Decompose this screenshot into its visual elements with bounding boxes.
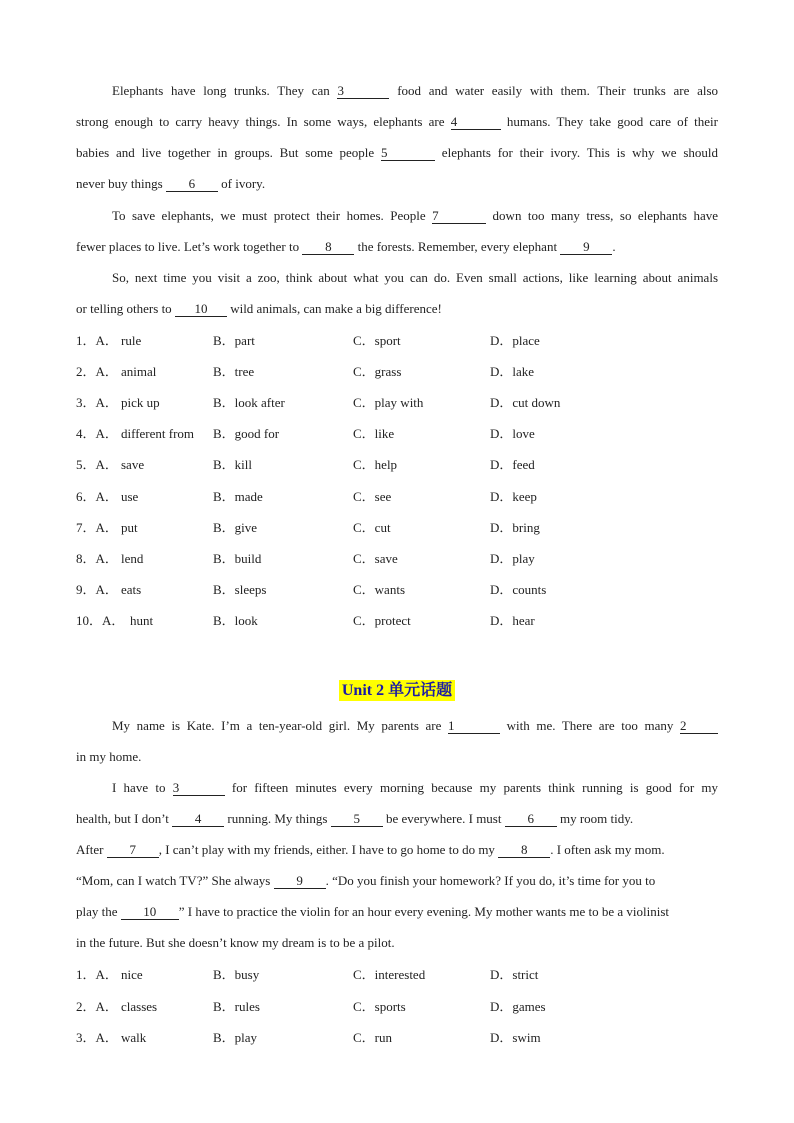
option-b: B．look (213, 612, 258, 628)
text-line: babies and live together in groups. But some people 5 elephants for their ivory. This is why we should (76, 145, 718, 160)
option-c: C．save (353, 550, 398, 566)
text-line: fewer places to live. Let’s work together to 8 the forests. Remember, every elephant 9 . (76, 239, 616, 254)
question-number: 6．A． (76, 488, 118, 504)
option-d: D．keep (490, 488, 537, 504)
text-line: in my home. (76, 749, 142, 764)
question-number: 2．A． (76, 364, 118, 380)
answer-blank: 5 (381, 146, 435, 161)
unit-title-text: Unit 2 单元话题 (339, 680, 455, 701)
option-c: C．grass (353, 364, 402, 380)
option-a: different from (121, 426, 195, 442)
option-a: nice (121, 967, 143, 982)
option-d: D．play (490, 550, 535, 566)
text-line: play the 10 ” I have to practice the violin for an hour every evening. My mother wants me to be a violinist (76, 904, 670, 919)
option-b: B．kill (213, 457, 253, 473)
option-d: D．cut down (490, 395, 561, 411)
option-a: eats (121, 581, 142, 597)
option-c: C．see (353, 488, 392, 504)
text-line: After 7 , I can’t play with my friends, either. I have to go home to do my 8 . I often ask my mom. (76, 842, 665, 857)
question-number: 9．A． (76, 581, 118, 597)
option-b: B．tree (213, 364, 255, 380)
answer-blank: 3 (337, 84, 389, 99)
question-number: 7．A． (76, 519, 118, 535)
option-c: C．help (353, 457, 398, 473)
answer-blank: 1 (448, 719, 500, 734)
question-number: 1．A． (76, 333, 118, 348)
answer-blank: 4 (172, 812, 224, 827)
answer-blank: 7 (107, 843, 159, 858)
question-number: 10．A． (76, 612, 125, 628)
option-b: B．good for (213, 426, 280, 442)
passage1-paragraph3 (76, 262, 718, 324)
option-b: B．part (213, 333, 255, 348)
question-number: 3．A． (76, 1030, 118, 1045)
answer-blank: 6 (505, 812, 557, 827)
option-a: walk (121, 1030, 147, 1045)
option-c: C．run (353, 1030, 393, 1045)
answer-blank: 8 (302, 240, 354, 255)
answer-blank: 9 (274, 874, 326, 889)
option-d: D．bring (490, 519, 540, 535)
option-b: B．rules (213, 998, 260, 1014)
option-a: lend (121, 550, 144, 566)
question-number: 5．A． (76, 457, 118, 473)
passage1-paragraph1 (76, 75, 718, 199)
answer-blank: 5 (331, 812, 383, 827)
option-d: D．lake (490, 364, 535, 380)
option-b: B．build (213, 550, 262, 566)
option-c: C．like (353, 426, 395, 442)
question-number: 2．A． (76, 998, 118, 1014)
option-b: B．sleeps (213, 581, 267, 597)
text-line: health, but I don’t 4 running. My things 5 be everywhere. I must 6 my room tidy. (76, 811, 634, 826)
option-b: B．look after (213, 395, 285, 411)
option-a: classes (121, 998, 158, 1014)
option-d: D．strict (490, 967, 539, 982)
unit-title (0, 677, 794, 700)
text-line: I have to 3 for fifteen minutes every morning because my parents think running is good for my (112, 780, 718, 795)
option-c: C．interested (353, 967, 426, 982)
option-c: C．play with (353, 395, 424, 411)
question-number: 4．A． (76, 426, 118, 442)
option-b: B．made (213, 488, 263, 504)
text-line: or telling others to 10 wild animals, can make a big difference! (76, 301, 442, 316)
passage2 (76, 710, 718, 958)
answer-blank: 6 (166, 177, 218, 192)
answer-blank: 3 (173, 781, 225, 796)
text-line: strong enough to carry heavy things. In some ways, elephants are 4 humans. They take good care of their (76, 114, 718, 129)
text-line: “Mom, can I watch TV?” She always 9 . “Do you finish your homework? If you do, it’s time for you to (76, 873, 656, 888)
option-b: B．give (213, 519, 258, 535)
question-number: 3．A． (76, 395, 118, 411)
option-d: D．feed (490, 457, 535, 473)
option-c: C．cut (353, 519, 391, 535)
option-a: pick up (121, 395, 160, 411)
option-d: D．swim (490, 1030, 541, 1045)
option-d: D．games (490, 998, 546, 1014)
question-number: 1．A． (76, 967, 118, 982)
text-line: To save elephants, we must protect their homes. People 7 down too many tress, so elephants have (112, 208, 719, 223)
option-a: hunt (130, 612, 154, 628)
option-c: C．protect (353, 612, 411, 628)
option-d: D．place (490, 333, 540, 348)
option-c: C．sport (353, 333, 401, 348)
option-d: D．counts (490, 581, 547, 597)
passage1-paragraph2 (76, 200, 718, 262)
answer-blank: 2 (680, 719, 718, 734)
text-line: So, next time you visit a zoo, think about what you can do. Even small actions, like learning about animals (112, 270, 718, 285)
option-c: C．sports (353, 998, 406, 1014)
option-b: B．busy (213, 967, 260, 982)
answer-blank: 4 (451, 115, 501, 130)
option-d: D．love (490, 426, 535, 442)
text-line: My name is Kate. I’m a ten-year-old girl. My parents are 1 with me. There are too many 2 (76, 710, 718, 741)
question-number: 8．A． (76, 550, 118, 566)
option-a: save (121, 457, 145, 473)
answer-blank: 10 (175, 302, 227, 317)
text-line: in the future. But she doesn’t know my dream is to be a pilot. (76, 935, 395, 950)
option-a: animal (121, 364, 157, 380)
text-line: never buy things 6 of ivory. (76, 176, 266, 191)
option-a: put (121, 519, 138, 535)
option-a: use (121, 488, 139, 504)
option-c: C．wants (353, 581, 406, 597)
option-a: rule (121, 333, 142, 348)
option-d: D．hear (490, 612, 535, 628)
answer-blank: 9 (560, 240, 612, 255)
answer-blank: 10 (121, 905, 179, 920)
answer-blank: 7 (432, 209, 486, 224)
answer-blank: 8 (498, 843, 550, 858)
option-b: B．play (213, 1030, 258, 1045)
text-line: Elephants have long trunks. They can 3 food and water easily with them. Their trunks are also (112, 83, 719, 98)
